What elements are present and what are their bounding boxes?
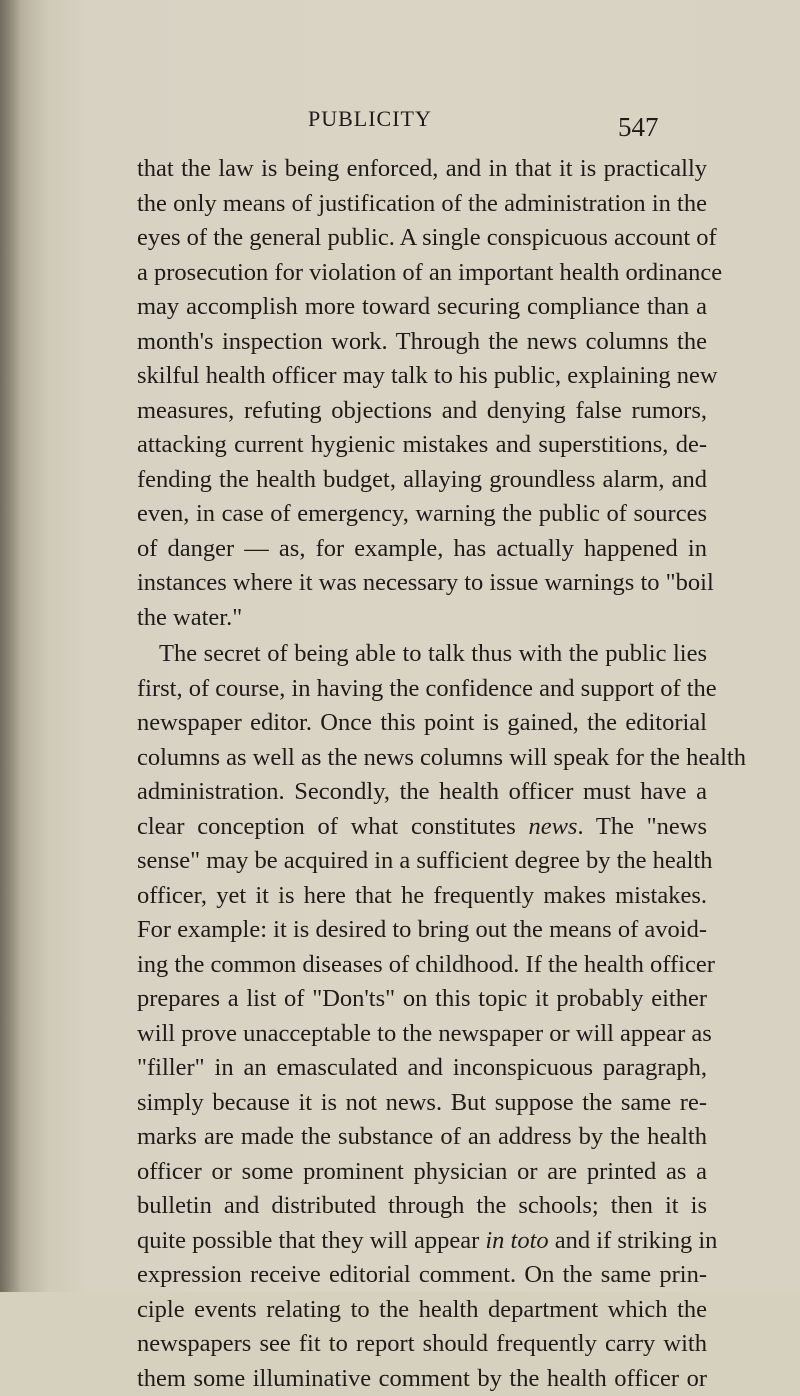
- italic-term-news: news: [528, 813, 577, 840]
- text-line: [137, 810, 707, 845]
- text-segment: and if striking in: [555, 1227, 718, 1254]
- text-segment: quite possible that they will appear: [137, 1227, 479, 1254]
- text-line: even, in case of emergency, warning the public of sources: [137, 497, 707, 532]
- text-line: "filler" in an emasculated and inconspicuous paragraph,: [137, 1051, 707, 1086]
- italic-term-in-toto: in toto: [485, 1227, 548, 1254]
- text-segment: clear conception of what constitutes: [137, 813, 516, 840]
- text-line: officer, yet it is here that he frequently makes mistakes.: [137, 879, 707, 914]
- text-line: that the law is being enforced, and in that it is practically: [137, 152, 707, 187]
- text-line: newspaper editor. Once this point is gained, the editorial: [137, 706, 707, 741]
- text-line: newspapers see fit to report should frequently carry with: [137, 1327, 707, 1362]
- text-line: ing the common diseases of childhood. If the health officer: [137, 948, 707, 983]
- text-line: of danger — as, for example, has actually happened in: [137, 532, 707, 567]
- page-number: 547: [618, 112, 659, 143]
- text-line: For example: it is desired to bring out the means of avoid-: [137, 913, 707, 948]
- text-line: ciple events relating to the health department which the: [137, 1293, 707, 1328]
- page-header: [0, 106, 800, 146]
- text-line: administration. Secondly, the health officer must have a: [137, 775, 707, 810]
- text-line: may accomplish more toward securing compliance than a: [137, 290, 707, 325]
- text-line: marks are made the substance of an address by the health: [137, 1120, 707, 1155]
- text-line: eyes of the general public. A single conspicuous account of: [137, 221, 707, 256]
- text-line: [137, 1224, 707, 1259]
- paragraph-2: [137, 637, 707, 1396]
- text-line: columns as well as the news columns will speak for the health: [137, 741, 707, 776]
- text-line: bulletin and distributed through the schools; then it is: [137, 1189, 707, 1224]
- running-head: PUBLICITY: [308, 106, 432, 132]
- text-line: month's inspection work. Through the news columns the: [137, 325, 707, 360]
- text-line: measures, refuting objections and denying false rumors,: [137, 394, 707, 429]
- text-segment: . The "news: [577, 813, 707, 840]
- text-line: first, of course, in having the confidence and support of the: [137, 672, 707, 707]
- text-line: them some illuminative comment by the health officer or: [137, 1362, 707, 1396]
- text-line: will prove unacceptable to the newspaper or will appear as: [137, 1017, 707, 1052]
- text-line: sense" may be acquired in a sufficient degree by the health: [137, 844, 707, 879]
- body-text: [137, 152, 707, 1396]
- text-line: expression receive editorial comment. On the same prin-: [137, 1258, 707, 1293]
- text-line: attacking current hygienic mistakes and superstitions, de-: [137, 428, 707, 463]
- text-line: the water.": [137, 601, 707, 636]
- text-line: skilful health officer may talk to his public, explaining new: [137, 359, 707, 394]
- text-line: instances where it was necessary to issue warnings to "boil: [137, 566, 707, 601]
- text-line: the only means of justification of the administration in the: [137, 187, 707, 222]
- text-line: The secret of being able to talk thus with the public lies: [137, 637, 707, 672]
- text-line: fending the health budget, allaying groundless alarm, and: [137, 463, 707, 498]
- text-line: simply because it is not news. But suppose the same re-: [137, 1086, 707, 1121]
- text-line: a prosecution for violation of an important health ordinance: [137, 256, 707, 291]
- text-line: officer or some prominent physician or are printed as a: [137, 1155, 707, 1190]
- text-line: prepares a list of "Don'ts" on this topic it probably either: [137, 982, 707, 1017]
- paragraph-1: [137, 152, 707, 635]
